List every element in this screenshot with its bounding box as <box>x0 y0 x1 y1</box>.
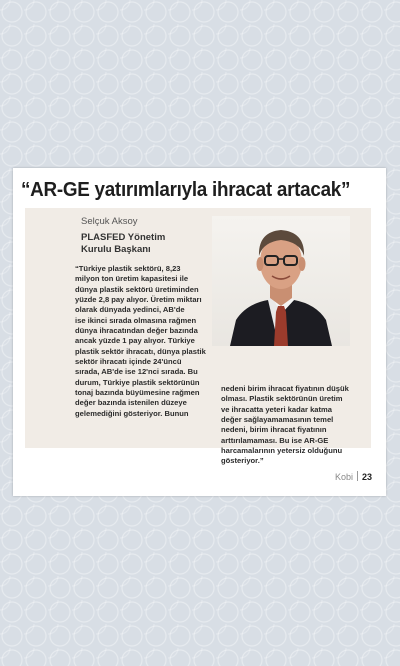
text-line: harcamalarının yetersiz olduğunu <box>221 446 343 456</box>
text-line: durum, Türkiye plastik sektörünün <box>75 377 200 387</box>
quote-text-col1 <box>75 264 205 419</box>
text-line: plastik sektör ihracatı, dünya plastik <box>75 346 206 356</box>
text-line: olarak dünyada yedinci, AB'de <box>75 305 185 315</box>
text-line: sırada, AB'de ise 12'nci sırada. Bu <box>75 367 198 377</box>
text-line: tonaj bazında büyümesine rağmen <box>75 388 200 398</box>
author-title <box>81 232 191 256</box>
text-line: arttırılamaması. Bu ise AR-GE <box>221 435 329 445</box>
author-org-line1: PLASFED Yönetim <box>81 232 166 243</box>
text-line: dünya plastik sektörü üretiminden <box>75 284 199 294</box>
author-name: Selçuk Aksoy <box>81 216 138 227</box>
text-line: değer sağlayamamasının temel <box>221 415 334 425</box>
text-line: nedeni birim ihracat fiyatının düşük <box>221 384 349 393</box>
page-footer <box>335 471 372 482</box>
page-number: 23 <box>361 472 372 482</box>
text-line: dünya ihracatından değer bazında <box>75 326 198 336</box>
magazine-page <box>13 168 386 496</box>
text-line: sektör ihracatı içinde 24'üncü <box>75 357 182 367</box>
text-line: değer bazında istenilen düzeye <box>75 398 187 408</box>
text-line: olması. Plastik sektörünün üretim <box>221 394 343 404</box>
text-line: gösteriyor.” <box>221 456 264 466</box>
magazine-name: Kobi <box>334 472 353 482</box>
headline: “AR-GE yatırımlarıyla ihracat artacak” <box>21 178 351 201</box>
text-line: nedeni, birim ihracat fiyatının <box>221 425 327 435</box>
quote-text-col2 <box>221 384 349 467</box>
text-line: “Türkiye plastik sektörü, 8,23 <box>75 264 181 273</box>
quote-box <box>25 208 371 466</box>
text-line: ancak yüzde 1 pay alıyor. Türkiye <box>75 336 195 346</box>
text-line: ve ihracatta yeteri kadar katma <box>221 404 333 414</box>
text-line: milyon ton üretim kapasitesi ile <box>75 274 189 284</box>
footer-divider <box>357 471 358 481</box>
portrait-image <box>212 216 350 346</box>
text-line: ise ikinci sırada olmasına rağmen <box>75 315 197 325</box>
text-line: gelemediğini gösteriyor. Bunun <box>75 408 189 418</box>
author-photo <box>212 216 350 346</box>
author-org-line2: Kurulu Başkanı <box>81 244 151 255</box>
text-line: yüzde 2,8 pay alıyor. Üretim miktarı <box>75 295 202 305</box>
